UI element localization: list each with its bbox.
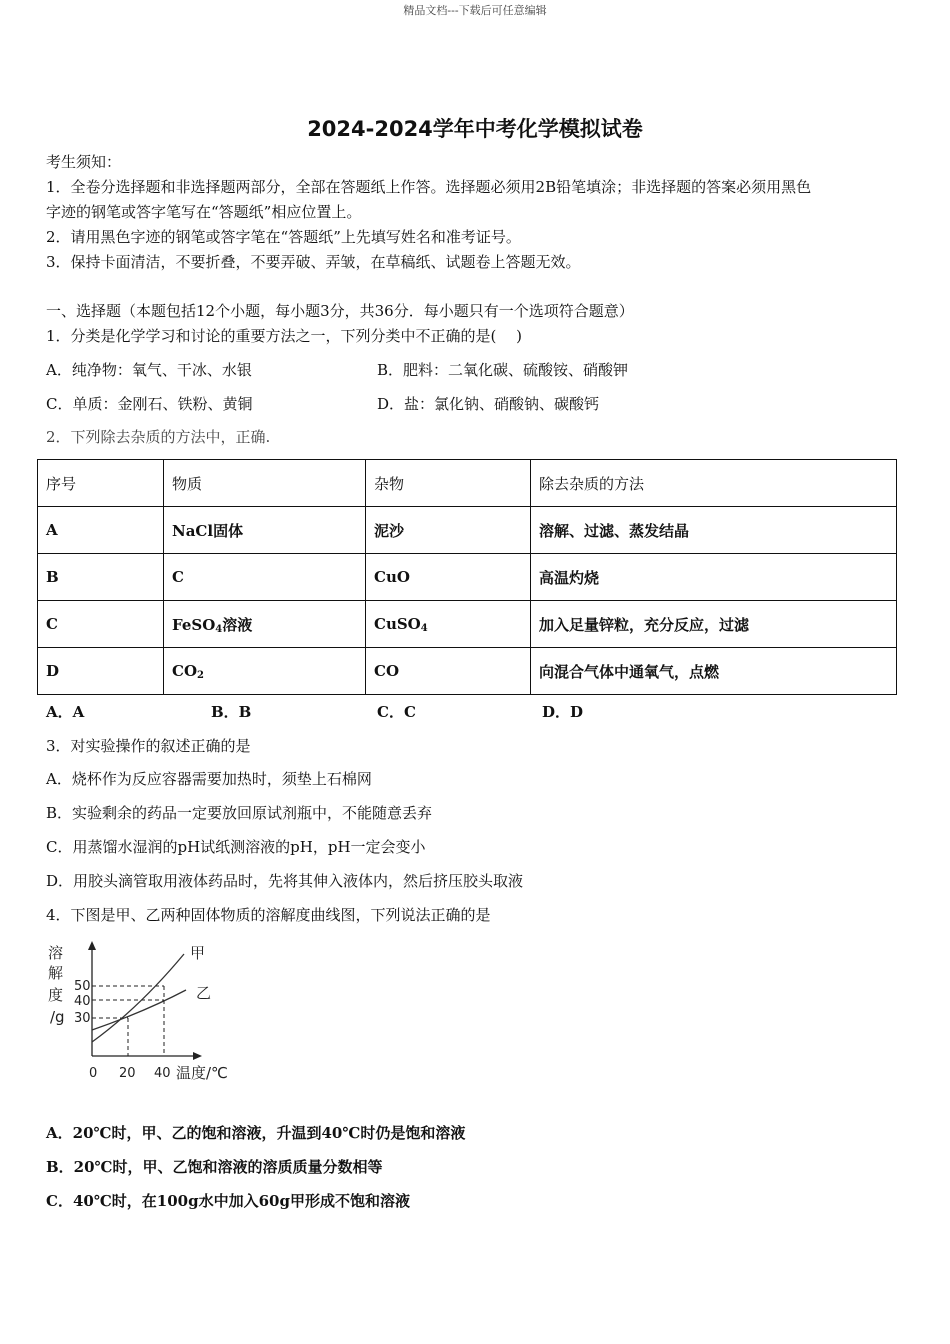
q3-option-a: A．烧杯作为反应容器需要加热时，须垫上石棉网 xyxy=(46,770,372,788)
q1-option-d: D．盐：氯化钠、硝酸钠、碳酸钙 xyxy=(377,395,600,413)
q2-table xyxy=(37,459,897,695)
row-no: D xyxy=(38,648,164,695)
row-impurity xyxy=(366,601,531,648)
q3-option-b: B．实验剩余的药品一定要放回原试剂瓶中，不能随意丢弃 xyxy=(46,804,433,822)
ytick: 50 xyxy=(74,979,91,994)
row-substance xyxy=(164,601,366,648)
solubility-figure xyxy=(44,938,244,1088)
q3-stem: 3．对实验操作的叙述正确的是 xyxy=(46,737,251,755)
table-row xyxy=(38,554,897,601)
q1-option-a: A．纯净物：氧气、干冰、水银 xyxy=(46,361,252,379)
q2-option-a: A．A xyxy=(46,703,85,721)
row-substance: NaCl固体 xyxy=(164,507,366,554)
row-no: A xyxy=(38,507,164,554)
formula-subscript: 4 xyxy=(215,623,223,635)
formula-subscript: 2 xyxy=(197,669,204,681)
row-substance xyxy=(164,648,366,695)
series-label-jia: 甲 xyxy=(190,944,206,962)
q1-stem: 1．分类是化学学习和讨论的重要方法之一，下列分类中不正确的是( ) xyxy=(46,327,523,345)
row-substance: C xyxy=(164,554,366,601)
q4-option-a: A．20℃时，甲、乙的饱和溶液，升温到40℃时仍是饱和溶液 xyxy=(46,1124,466,1142)
header-no: 序号 xyxy=(38,460,164,507)
q2-option-d: D．D xyxy=(542,703,584,721)
ylabel-char: /g xyxy=(50,1008,65,1026)
page-header: 精品文档---下载后可任意编辑 xyxy=(403,4,547,17)
notice-heading: 考生须知： xyxy=(46,153,122,171)
table-row xyxy=(38,648,897,695)
q4-stem: 4．下图是甲、乙两种固体物质的溶解度曲线图，下列说法正确的是 xyxy=(46,906,491,924)
q3-option-c: C．用蒸馏水湿润的pH试纸测溶液的pH，pH一定会变小 xyxy=(46,838,426,856)
ylabel-char: 溶 xyxy=(48,944,64,962)
section-heading: 一、选择题（本题包括12个小题，每小题3分，共36分．每小题只有一个选项符合题意） xyxy=(46,302,634,320)
notice-item-2: 2．请用黑色字迹的钢笔或答字笔在“答题纸”上先填写姓名和准考证号。 xyxy=(46,228,521,246)
row-method: 向混合气体中通氧气，点燃 xyxy=(531,648,897,695)
ytick: 40 xyxy=(74,994,91,1009)
row-no: C xyxy=(38,601,164,648)
xtick: 20 xyxy=(119,1066,136,1081)
y-axis-arrow xyxy=(88,941,96,950)
table-row xyxy=(38,507,897,554)
xtick: 0 xyxy=(89,1066,98,1081)
row-method: 溶解、过滤、蒸发结晶 xyxy=(531,507,897,554)
x-axis-arrow xyxy=(193,1052,202,1060)
q3-option-d: D．用胶头滴管取用液体药品时，先将其伸入液体内，然后挤压胶头取液 xyxy=(46,872,524,890)
header-substance: 物质 xyxy=(164,460,366,507)
row-impurity: CO xyxy=(366,648,531,695)
page-title: 2024-2024学年中考化学模拟试卷 xyxy=(307,117,643,141)
formula-main: CO xyxy=(172,661,198,680)
q1-option-c: C．单质：金刚石、铁粉、黄铜 xyxy=(46,395,253,413)
header-impurity: 杂物 xyxy=(366,460,531,507)
ylabel-char: 度 xyxy=(48,986,64,1004)
table-row xyxy=(38,601,897,648)
q2-option-c: C．C xyxy=(377,703,416,721)
formula-main: CuSO xyxy=(374,614,421,633)
xtick: 40 xyxy=(154,1066,171,1081)
row-impurity: 泥沙 xyxy=(366,507,531,554)
formula-subscript: 4 xyxy=(420,622,428,634)
q2-option-b: B．B xyxy=(211,703,252,721)
q1-option-b: B．肥料：二氧化碳、硫酸铵、硝酸钾 xyxy=(377,361,629,379)
notice-item-1-cont: 字迹的钢笔或答字笔写在“答题纸”相应位置上。 xyxy=(46,203,362,221)
formula-main: FeSO xyxy=(172,615,216,634)
row-impurity: CuO xyxy=(366,554,531,601)
series-label-yi: 乙 xyxy=(196,984,212,1002)
notice-item-3: 3．保持卡面清洁，不要折叠，不要弄破、弄皱，在草稿纸、试题卷上答题无效。 xyxy=(46,253,581,271)
xlabel: 温度/℃ xyxy=(176,1064,228,1082)
q4-option-c: C．40℃时，在100g水中加入60g甲形成不饱和溶液 xyxy=(46,1192,410,1210)
ytick: 30 xyxy=(74,1011,91,1026)
table-header-row xyxy=(38,460,897,507)
formula-tail: 溶液 xyxy=(222,615,253,634)
notice-item-1: 1．全卷分选择题和非选择题两部分，全部在答题纸上作答。选择题必须用2B铅笔填涂；非选择题的答案必须用黑色 xyxy=(46,178,812,196)
q2-stem: 2．下列除去杂质的方法中，正确. xyxy=(46,428,271,446)
row-method: 高温灼烧 xyxy=(531,554,897,601)
header-method: 除去杂质的方法 xyxy=(531,460,897,507)
ylabel-char: 解 xyxy=(48,964,64,982)
row-method: 加入足量锌粒，充分反应，过滤 xyxy=(531,601,897,648)
q4-option-b: B．20℃时，甲、乙饱和溶液的溶质质量分数相等 xyxy=(46,1158,383,1176)
row-no: B xyxy=(38,554,164,601)
curve-yi xyxy=(92,990,186,1030)
